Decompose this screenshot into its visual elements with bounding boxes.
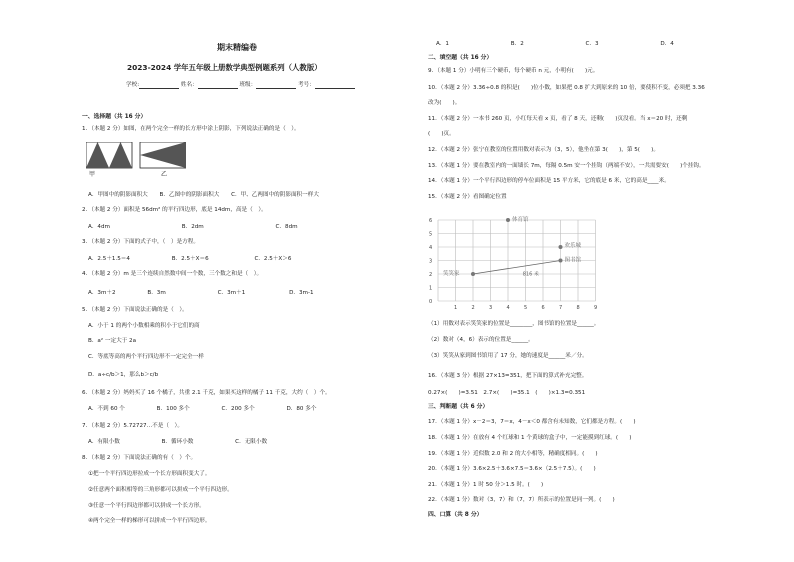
question-16-blanks: 0.27×( )=3.51 2.7×( )=35.1 ( )×1.3=0.351 [428,390,586,396]
question-21: 21．（本题 1 分）1 时 50 分＞1.5 时。( ) [428,482,544,488]
question-4: 4．（本题 2 分）m 是三个连续自然数中间一个数，三个数之和是（ ）。 [82,271,263,277]
question-11-line1: 11．（本题 2 分）一本书 260 页，小红每天看 x 页，看了 8 天，还剩( )页没看。当 x＝20 时，还剩 [428,116,688,122]
q3-option-a[interactable]: A．2.5＋1.5＝4 [88,256,130,262]
q1-figure [86,142,186,178]
q4-option-a[interactable]: A．3m＋2 [88,290,116,296]
question-1: 1．（本题 2 分）如图，在两个完全一样的长方形中涂上阴影，下列说法正确的是（ ）。 [82,126,300,132]
school-blank[interactable] [139,88,179,89]
q15-sub-3: （3）笑笑从家到图书馆用了 17 分，她的速度是______米／分。 [428,353,588,359]
question-8: 8．（本题 2 分）下面说法正确的有（ ）个。 [82,455,197,461]
q5-option-a[interactable]: A．小于 1 的两个小数相乘的积小于它们的商 [88,323,200,329]
q8-item-2: ②任意两个面积相等的三角形都可以拼成一个平行四边形。 [88,487,233,493]
map-point-label: 欢乐城 [564,243,582,249]
q7-option-b[interactable]: B．循环小数 [161,439,194,445]
map-point [471,272,475,276]
x-tick-label: 6 [541,305,545,311]
question-2: 2．（本题 2 分）面积是 56dm² 的平行四边形，底是 14dm，高是（ ）。 [82,207,267,213]
q15-sub-1: （1）用数对表示笑笑家的位置是________，图书馆的位置是______。 [428,321,600,327]
route-line [473,261,561,278]
q2-options [88,225,298,231]
question-11-line2: ( )页。 [428,131,455,137]
q1-option-a[interactable]: A．甲图中的阴影面积大 [88,192,148,198]
question-3: 3．（本题 2 分）下面的式子中，（ ）是方程。 [82,239,199,245]
q5-option-d[interactable]: D．a÷c/b＞1，那么b＞c/b [88,372,159,378]
map-point-label: 笑笑家 [443,271,460,277]
question-9: 9．（本题 1 分）小明有三个硬币，每个硬币 n 元，小明有( )元。 [428,68,599,74]
q4-option-c[interactable]: C．3m＋1 [217,290,246,296]
question-16: 16．（本题 3 分）根据 27×13=351，把下面的算式补充完整。 [428,373,588,379]
question-5: 5．（本题 2 分）下面说法正确的是（ ）。 [82,307,188,313]
q7-options [88,440,267,446]
q8-option-d[interactable]: D．4 [660,41,674,47]
question-13: 13．（本题 1 分）要在教室内的一面墙长 7m，每隔 0.5m 安一个挂钩（两端不安），一共需要安( )个挂钩。 [428,163,705,169]
question-15: 15．（本题 2 分）看图确定位置 [428,194,507,200]
section-judge: 三、判断题（共 6 分） [428,404,489,410]
q6-options [88,407,316,413]
y-tick-label: 1 [429,285,433,292]
question-22: 22．（本题 1 分）数对（3，7）和（7，7）所表示的位置是同一列。( ) [428,497,615,503]
q3-options [88,257,291,263]
map-point-label: 体育馆 [512,217,529,223]
field-class: 班级： [239,82,257,88]
q8-item-1: ①把一个平行四边形拉成一个长方形面积变大了。 [88,471,211,477]
q4-option-b[interactable]: B．3m [147,290,166,296]
q7-option-a[interactable]: A．有限小数 [88,439,120,445]
q8-options [436,42,674,48]
q1-option-b[interactable]: B．乙图中的阴影面积大 [159,192,220,198]
question-10-line2: 改为( )。 [428,100,461,106]
q8-option-a[interactable]: A．1 [436,41,449,47]
q6-option-b[interactable]: B．100 多个 [156,406,190,412]
q8-option-b[interactable]: B．2 [510,41,524,47]
q2-option-b[interactable]: B．2dm [181,224,204,230]
question-7: 7．（本题 2 分）5.72727…不是（ ）。 [82,423,183,429]
q6-option-d[interactable]: D．80 多个 [286,406,317,412]
x-tick-label: 4 [506,305,510,311]
q6-option-c[interactable]: C．200 多个 [221,406,255,412]
q5-option-c[interactable]: C．等底等高的两个平行四边形不一定完全一样 [88,354,204,360]
q15-map-grid [428,203,603,313]
question-6: 6．（本题 2 分）妈妈买了 16 个橘子，共重 2.1 千克，如果买这样的橘子 11 千克，大约（ ）个。 [82,390,331,396]
class-blank[interactable] [256,88,296,89]
q8-item-3: ③任意一个平行四边形都可以拼成一个长方形。 [88,503,205,509]
q5-option-b[interactable]: B．a² 一定大于 2a [88,338,137,344]
q1-option-c[interactable]: C．甲、乙两图中的阴影面积一样大 [231,192,319,198]
q3-option-b[interactable]: B．2.5＋X＝6 [171,256,209,262]
question-17: 17．（本题 1 分）x－2＝3，7＝x，4－x＜0 都含有未知数，它们都是方程。( ) [428,419,636,425]
label-jia: 甲 [89,171,96,178]
label-yi: 乙 [161,171,168,178]
question-10-line1: 10．（本题 2 分）3.36÷0.8 的积是( )位小数，如果把 0.8 扩大到原来的 10 倍，要使积不变，必须把 3.36 [428,85,705,91]
y-tick-label: 0 [429,299,433,305]
question-18: 18．（本题 1 分）在放有 4 个红球和 1 个黄球的盒子中，一定能摸到红球。( ) [428,435,632,441]
y-tick-label: 5 [429,231,433,238]
field-exam-no: 考号： [298,82,315,88]
q2-option-a[interactable]: A．4dm [88,224,110,230]
map-point [559,259,563,263]
exam-subtitle: 2023-2024 学年五年级上册数学典型例题系列（人教版） [127,63,322,72]
q7-option-c[interactable]: C．无限小数 [235,439,268,445]
q1-options [88,193,319,199]
y-tick-label: 3 [429,258,433,265]
x-tick-label: 3 [489,305,493,311]
field-school: 学校: [126,82,140,88]
question-19: 19．（本题 1 分）近似数 2.0 和 2 的大小相等，精确度相同。( ) [428,451,598,457]
q4-option-d[interactable]: D．3m-1 [289,290,314,296]
q15-sub-2: （2）数对（4，6）表示的位置是______。 [428,337,534,343]
question-12: 12．（本题 2 分）张宁在教室的位置用数对表示为（3，5），他坐在第 3( )，第 5( )。 [428,147,659,153]
section-fill: 二、填空题（共 16 分） [428,55,493,61]
q4-options [88,291,314,297]
x-tick-label: 8 [576,305,580,311]
student-info-row [126,83,355,89]
x-tick-label: 7 [559,305,563,311]
y-tick-label: 6 [429,218,433,224]
section-mental-math: 四、口算（共 8 分） [428,512,483,518]
x-tick-label: 1 [454,305,458,311]
section-choice: 一、选择题（共 16 分） [82,114,147,120]
field-name: 姓名： [180,82,198,88]
exam-title: 期末精编卷 [217,43,257,52]
name-blank[interactable] [198,88,238,89]
distance-label: 816 米 [522,271,539,278]
question-14: 14．（本题 1 分）一个平行四边形的停车位面积是 15 平方米，它的底是 6 米，它的高是____米。 [428,178,670,184]
y-tick-label: 2 [429,272,433,278]
exam-no-blank[interactable] [315,88,355,89]
x-tick-label: 5 [524,305,528,311]
q2-option-c[interactable]: C．8dm [275,224,298,230]
map-point [506,218,510,222]
y-tick-label: 4 [429,245,433,251]
map-point-label: 图书馆 [564,257,582,264]
x-tick-label: 9 [594,305,598,311]
map-point [559,245,563,249]
q3-option-c[interactable]: C．2.5＋X＞6 [254,256,292,262]
question-20: 20．（本题 1 分）3.6×2.5＋3.6×7.5＝3.6×（2.5＋7.5）。( ) [428,466,596,472]
q8-option-c[interactable]: C．3 [585,41,599,47]
x-tick-label: 2 [471,305,475,311]
q6-option-a[interactable]: A．不到 60 个 [88,406,125,412]
q8-item-4: ④两个完全一样的梯形可以拼成一个平行四边形。 [88,518,211,524]
